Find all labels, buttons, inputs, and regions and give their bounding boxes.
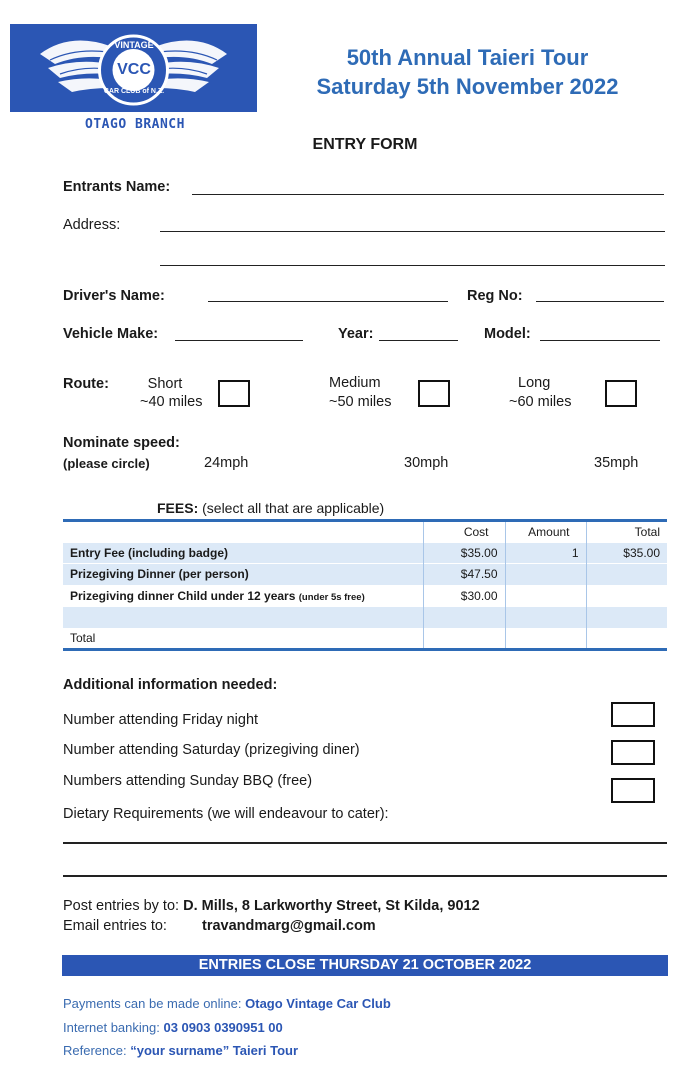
payment-reference-label: Reference: (63, 1043, 127, 1058)
payment-reference (63, 1043, 298, 1058)
dietary-line1[interactable] (63, 842, 667, 844)
entries-close-banner: ENTRIES CLOSE THURSDAY 21 OCTOBER 2022 (62, 955, 668, 976)
speed-option-30[interactable]: 30mph (404, 455, 449, 471)
payment-reference-value: “your surname” Taieri Tour (130, 1043, 299, 1058)
row-cost: $30.00 (423, 585, 505, 607)
payment-banking-value: 03 0903 0390951 00 (163, 1020, 283, 1035)
event-date: Saturday 5th November 2022 (316, 74, 619, 99)
branch-name: OTAGO BRANCH (85, 117, 185, 132)
row-total[interactable]: $35.00 (586, 542, 667, 564)
total-label: Total (63, 628, 423, 650)
table-row (63, 585, 667, 607)
payment-online (63, 996, 391, 1011)
row-amount[interactable]: 1 (505, 542, 586, 564)
header-amount: Amount (505, 521, 586, 543)
friday-label: Number attending Friday night (63, 712, 259, 728)
row-amount[interactable] (505, 607, 586, 629)
post-label: Post entries by to: (63, 898, 180, 914)
vehicle-make-field[interactable] (175, 340, 303, 341)
row-total[interactable] (586, 564, 667, 586)
event-title: 50th Annual Taieri Tour (346, 45, 589, 70)
route-short-checkbox[interactable] (218, 380, 250, 407)
row-desc-note: (under 5s free) (298, 591, 365, 603)
payment-online-value: Otago Vintage Car Club (245, 996, 391, 1011)
post-entries (63, 898, 480, 914)
year-field[interactable] (379, 340, 458, 341)
route-short-text (142, 375, 188, 394)
logo-arc-text: VINTAGE (114, 40, 154, 50)
route-long-distance: ~60 miles (509, 394, 572, 410)
form-title: ENTRY FORM (312, 136, 418, 153)
model-label: Model: (484, 326, 531, 342)
row-desc-cell (63, 585, 423, 607)
header-total: Total (634, 524, 660, 539)
payment-online-label: Payments can be made online: (63, 996, 242, 1011)
email-link[interactable]: travandmarg@gmail.com (202, 918, 376, 934)
additional-heading: Additional information needed: (63, 677, 278, 693)
sunday-input-box[interactable] (611, 778, 655, 803)
grand-total[interactable] (586, 628, 667, 650)
friday-input-box[interactable] (611, 702, 655, 727)
fees-note: (select all that are applicable) (202, 500, 385, 516)
dietary-label: Dietary Requirements (we will endeavour to cater): (63, 806, 389, 822)
row-desc: Entry Fee (including badge) (63, 542, 423, 564)
post-address: D. Mills, 8 Larkworthy Street, St Kilda, 9012 (183, 898, 480, 914)
table-row (63, 564, 667, 586)
row-desc: Prizegiving Dinner (per person) (63, 564, 423, 586)
table-row (63, 542, 667, 564)
route-long-checkbox[interactable] (605, 380, 637, 407)
route-long-name: Long (518, 375, 551, 391)
saturday-label: Number attending Saturday (prizegiving diner) (63, 742, 360, 758)
row-total[interactable] (586, 585, 667, 607)
address-field-line2[interactable] (160, 265, 665, 266)
reg-no-field[interactable] (536, 301, 664, 302)
model-field[interactable] (540, 340, 660, 341)
header-cost: Cost (423, 521, 505, 543)
table-row (63, 607, 667, 629)
route-medium-distance: ~50 miles (329, 394, 392, 410)
sunday-label: Numbers attending Sunday BBQ (free) (63, 773, 313, 789)
route-medium-checkbox[interactable] (418, 380, 450, 407)
row-desc: Prizegiving dinner Child under 12 years (70, 588, 296, 603)
row-cost: $35.00 (423, 542, 505, 564)
table-header-row (63, 521, 667, 543)
logo-ring-text: CAR CLUB of N.Z. (103, 88, 165, 95)
entrants-name-field[interactable] (192, 194, 664, 195)
dietary-line2[interactable] (63, 875, 667, 877)
route-short-distance: ~40 miles (140, 394, 203, 410)
route-short-name: Short (147, 376, 183, 392)
row-cost: $47.50 (423, 564, 505, 586)
speed-label: Nominate speed: (63, 435, 180, 451)
row-desc (63, 607, 423, 629)
logo-initials: VCC (117, 61, 151, 78)
fees-heading (157, 500, 384, 516)
reg-no-label: Reg No: (467, 288, 523, 304)
row-amount[interactable] (505, 564, 586, 586)
year-label: Year: (338, 326, 374, 342)
route-label: Route: (63, 376, 109, 392)
table-total-row (63, 628, 667, 650)
email-label: Email entries to: (63, 918, 167, 934)
route-medium-name: Medium (329, 375, 381, 391)
saturday-input-box[interactable] (611, 740, 655, 765)
fees-table (63, 519, 667, 651)
row-amount[interactable] (505, 585, 586, 607)
fees-label: FEES: (157, 500, 199, 516)
row-cost (423, 607, 505, 629)
club-logo (10, 24, 257, 112)
address-label: Address: (63, 217, 121, 233)
vehicle-make-label: Vehicle Make: (63, 326, 159, 342)
row-total[interactable] (586, 607, 667, 629)
speed-note: (please circle) (63, 456, 150, 471)
speed-option-35[interactable]: 35mph (594, 455, 639, 471)
drivers-name-field[interactable] (208, 301, 448, 302)
speed-option-24[interactable]: 24mph (204, 455, 249, 471)
payment-banking (63, 1020, 283, 1035)
entrants-name-label: Entrants Name: (63, 179, 171, 195)
address-field-line1[interactable] (160, 231, 665, 232)
drivers-name-label: Driver's Name: (63, 288, 165, 304)
payment-banking-label: Internet banking: (63, 1020, 160, 1035)
